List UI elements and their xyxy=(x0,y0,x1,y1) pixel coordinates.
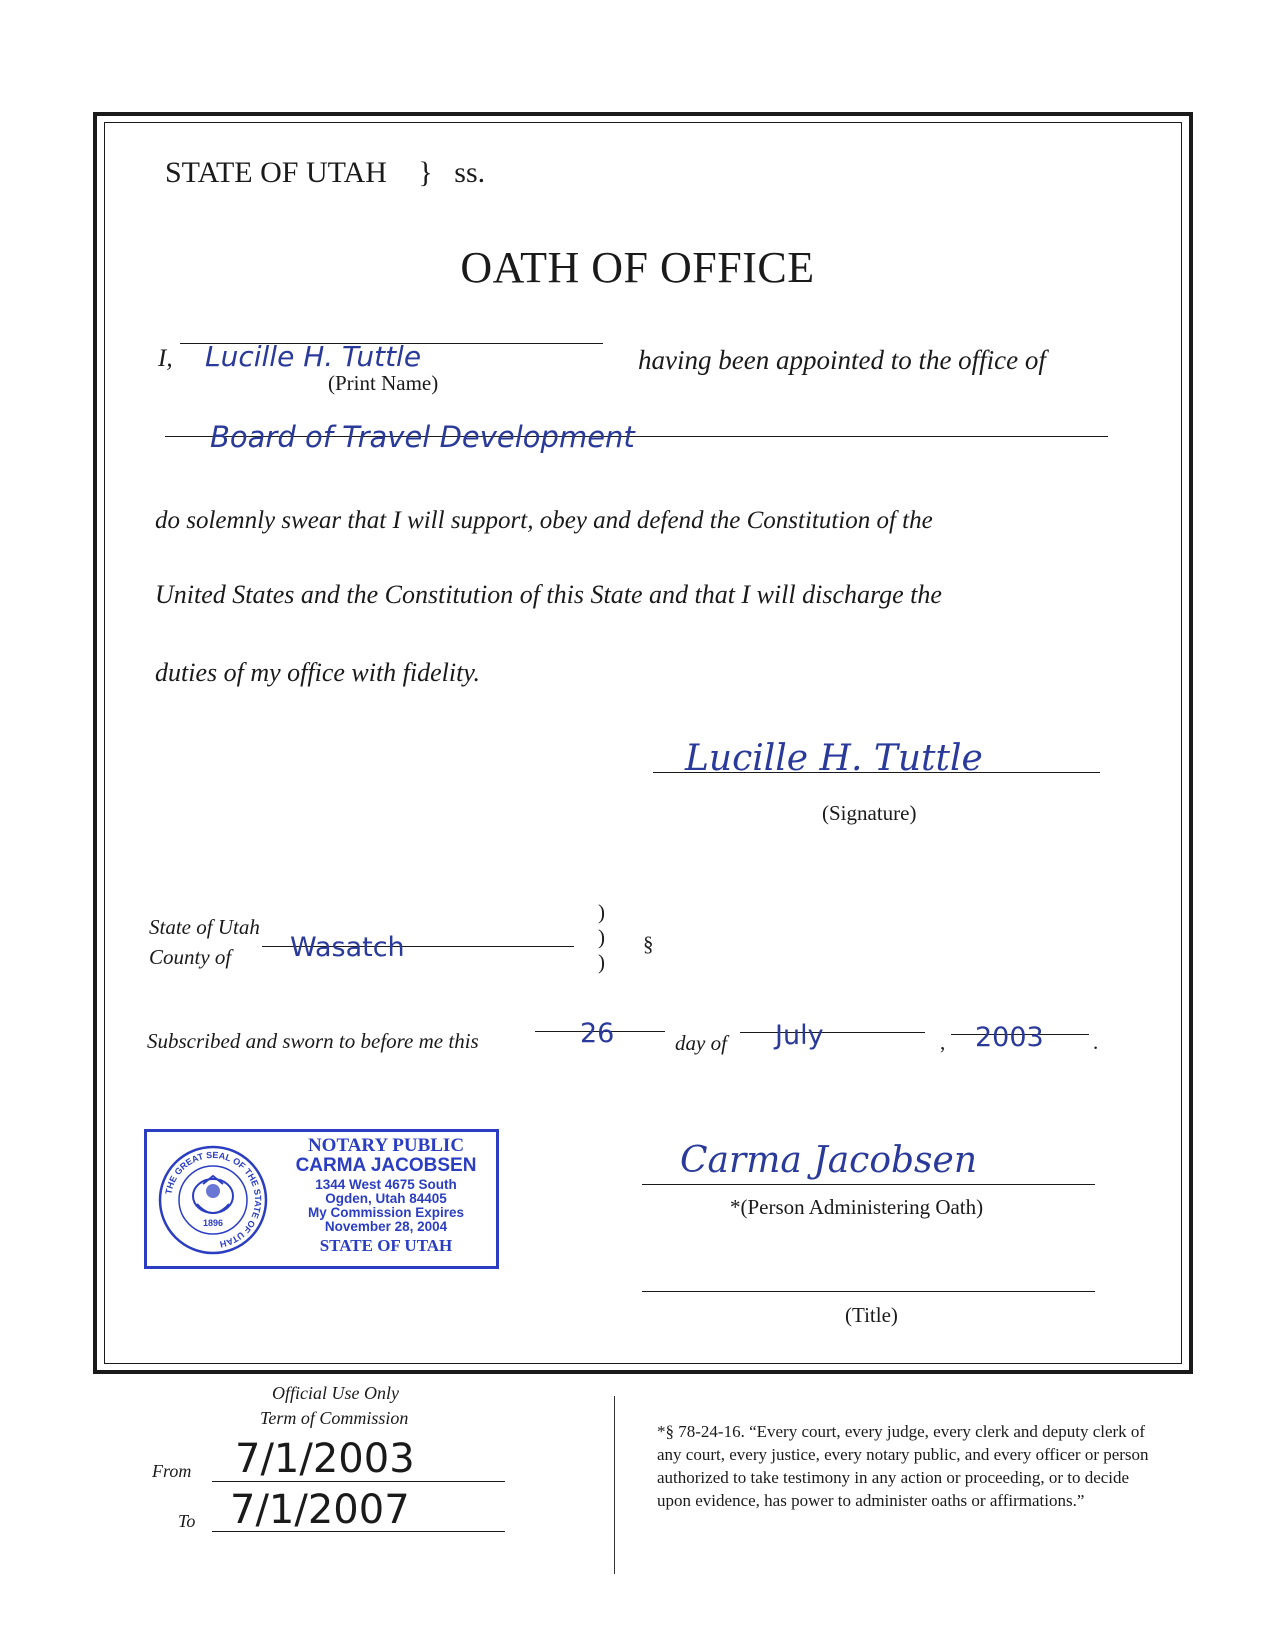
venue-state-label: State of Utah xyxy=(149,915,260,939)
signature-label: (Signature) xyxy=(822,801,917,825)
county-value[interactable]: Wasatch xyxy=(290,932,405,963)
appointment-phrase: having been appointed to the office of xyxy=(638,345,1046,375)
paren-3: ) xyxy=(598,950,605,974)
to-label: To xyxy=(178,1511,196,1531)
page-title: OATH OF OFFICE xyxy=(460,243,815,292)
seal-year: 1896 xyxy=(202,1218,224,1228)
state-seal-icon xyxy=(157,1144,269,1256)
term-heading: Term of Commission xyxy=(260,1408,409,1428)
print-name-label: (Print Name) xyxy=(328,371,439,395)
administering-line xyxy=(642,1184,1095,1185)
header-state: STATE OF UTAH xyxy=(165,156,387,189)
official-use-heading: Official Use Only xyxy=(272,1383,399,1403)
stamp-line-1: NOTARY PUBLIC xyxy=(307,1135,465,1156)
venue-header xyxy=(165,156,485,190)
day-of-label: day of xyxy=(675,1031,727,1055)
stamp-line-3: 1344 West 4675 South xyxy=(315,1176,457,1192)
print-name-value[interactable]: Lucille H. Tuttle xyxy=(205,340,422,373)
seal-ring-text: THE GREAT SEAL OF THE STATE OF UTAH xyxy=(163,1149,264,1250)
appointment-prefix: I, xyxy=(158,345,173,372)
stamp-line-6: November 28, 2004 xyxy=(324,1219,448,1235)
paren-1: ) xyxy=(598,900,605,924)
to-value[interactable]: 7/1/2007 xyxy=(230,1487,410,1533)
subscribed-period: . xyxy=(1093,1030,1099,1054)
stamp-line-4: Ogden, Utah 84405 xyxy=(325,1191,447,1207)
vertical-divider xyxy=(614,1396,615,1574)
oath-line-3: duties of my office with fidelity. xyxy=(155,658,480,687)
signature-value[interactable]: Lucille H. Tuttle xyxy=(685,738,983,779)
notary-stamp xyxy=(144,1129,499,1269)
office-value[interactable]: Board of Travel Development xyxy=(210,420,635,454)
stamp-line-2: CARMA JACOBSEN xyxy=(295,1154,477,1176)
stamp-text-block xyxy=(275,1136,497,1254)
administering-label: *(Person Administering Oath) xyxy=(730,1195,984,1219)
venue-county-label: County of xyxy=(149,945,232,969)
header-ss: ss. xyxy=(454,156,486,189)
oath-line-1: do solemnly swear that I will support, obey and defend the Constitution of the xyxy=(155,507,933,534)
statute-note: *§ 78-24-16. “Every court, every judge, every clerk and deputy clerk of any court, every justice, every notary public, and every officer or person authorized to take testimony in any action or proceeding, or to decide upon evidence, has power to administer oaths or affirmations.” xyxy=(657,1422,1149,1510)
oath-line-2: United States and the Constitution of this State and that I will discharge the xyxy=(155,580,942,609)
section-symbol: § xyxy=(643,932,654,956)
administering-signature[interactable]: Carma Jacobsen xyxy=(680,1140,977,1181)
month-value[interactable]: July xyxy=(775,1020,824,1051)
stamp-line-5: My Commission Expires xyxy=(307,1205,465,1221)
title-label: (Title) xyxy=(845,1303,898,1327)
year-value[interactable]: 2003 xyxy=(975,1022,1044,1053)
header-brace: } xyxy=(418,156,433,189)
day-value[interactable]: 26 xyxy=(580,1018,615,1049)
subscribed-comma: , xyxy=(940,1030,946,1054)
from-label: From xyxy=(152,1461,192,1481)
stamp-line-7: STATE OF UTAH xyxy=(319,1235,453,1255)
title-line xyxy=(642,1291,1095,1292)
month-line xyxy=(740,1032,925,1033)
from-value[interactable]: 7/1/2003 xyxy=(235,1436,415,1482)
subscribed-prefix: Subscribed and sworn to before me this xyxy=(147,1029,479,1053)
paren-2: ) xyxy=(598,925,605,949)
